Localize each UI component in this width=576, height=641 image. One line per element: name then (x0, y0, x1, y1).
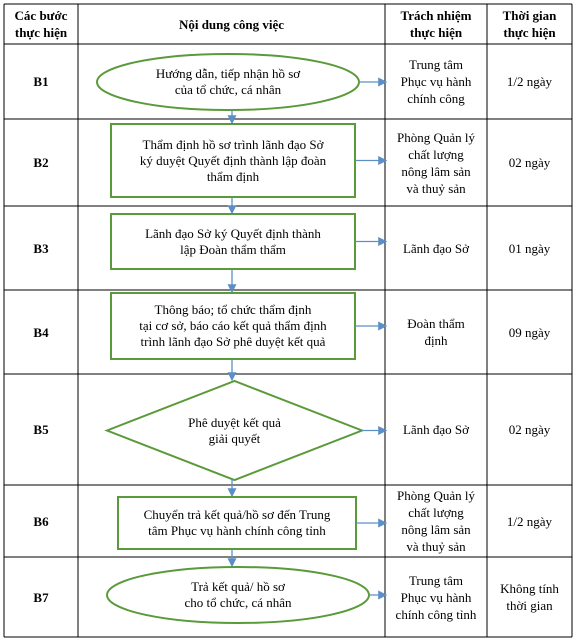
step-label: B6 (33, 513, 49, 529)
time-cell: 1/2 ngày (506, 74, 553, 89)
responsible-cell: Phòng Quản lý chất lượng nông lâm sản và thuỷ sản (397, 129, 475, 196)
flow-node-text: Trả kết quả/ hồ sơ cho tổ chức, cá nhân (184, 579, 292, 610)
step-label: B1 (33, 74, 49, 89)
flow-node-text: Thông báo; tổ chức thẩm định tại cơ sở, báo cáo kết quả thẩm định trình lãnh đạo Sở phê duyệt kết quả (139, 302, 327, 349)
header-cell-0: Các bước thực hiện (14, 8, 68, 40)
time-cell: 02 ngày (508, 155, 551, 170)
time-cell: 01 ngày (508, 240, 551, 256)
step-label: B5 (33, 422, 49, 437)
header-cell-3: Thời gian thực hiện (502, 8, 557, 40)
responsible-cell: Lãnh đạo Sở (402, 422, 470, 437)
responsible-cell: Trung tâm Phục vụ hành chính công (400, 57, 472, 106)
flow-node-text: Chuyển trả kết quả/hồ sơ đến Trung tâm Phục vụ hành chính công tỉnh (143, 507, 331, 538)
flow-node-text: Hướng dẫn, tiếp nhận hồ sơ của tổ chức, cá nhân (155, 66, 301, 97)
time-cell: 02 ngày (508, 422, 551, 437)
responsible-cell: Lãnh đạo Sở (402, 240, 470, 256)
step-label: B3 (33, 240, 49, 256)
flow-node-text: Lãnh đạo Sở ký Quyết định thành lập Đoàn thẩm thẩm (145, 225, 321, 257)
flow-node-text: Phê duyệt kết quả giải quyết (188, 414, 281, 446)
time-cell: 1/2 ngày (506, 513, 553, 529)
responsible-cell: Phòng Quản lý chất lượng nông lâm sản và thuỷ sản (397, 488, 475, 554)
header-cell-2: Trách nhiệm thực hiện (400, 8, 472, 40)
flow-node-text: Thẩm định hồ sơ trình lãnh đạo Sở ký duyệt Quyết định thành lập đoàn thẩm định (139, 136, 327, 184)
responsible-cell: Trung tâm Phục vụ hành chính công tỉnh (395, 572, 477, 622)
time-cell: Không tính thời gian (500, 581, 559, 613)
time-cell: 09 ngày (508, 324, 551, 340)
step-label: B2 (33, 155, 49, 170)
step-label: B4 (33, 324, 49, 340)
header-cell-1: Nội dung công việc (178, 16, 285, 32)
responsible-cell: Đoàn thẩm định (407, 316, 465, 348)
step-label: B7 (33, 589, 49, 605)
